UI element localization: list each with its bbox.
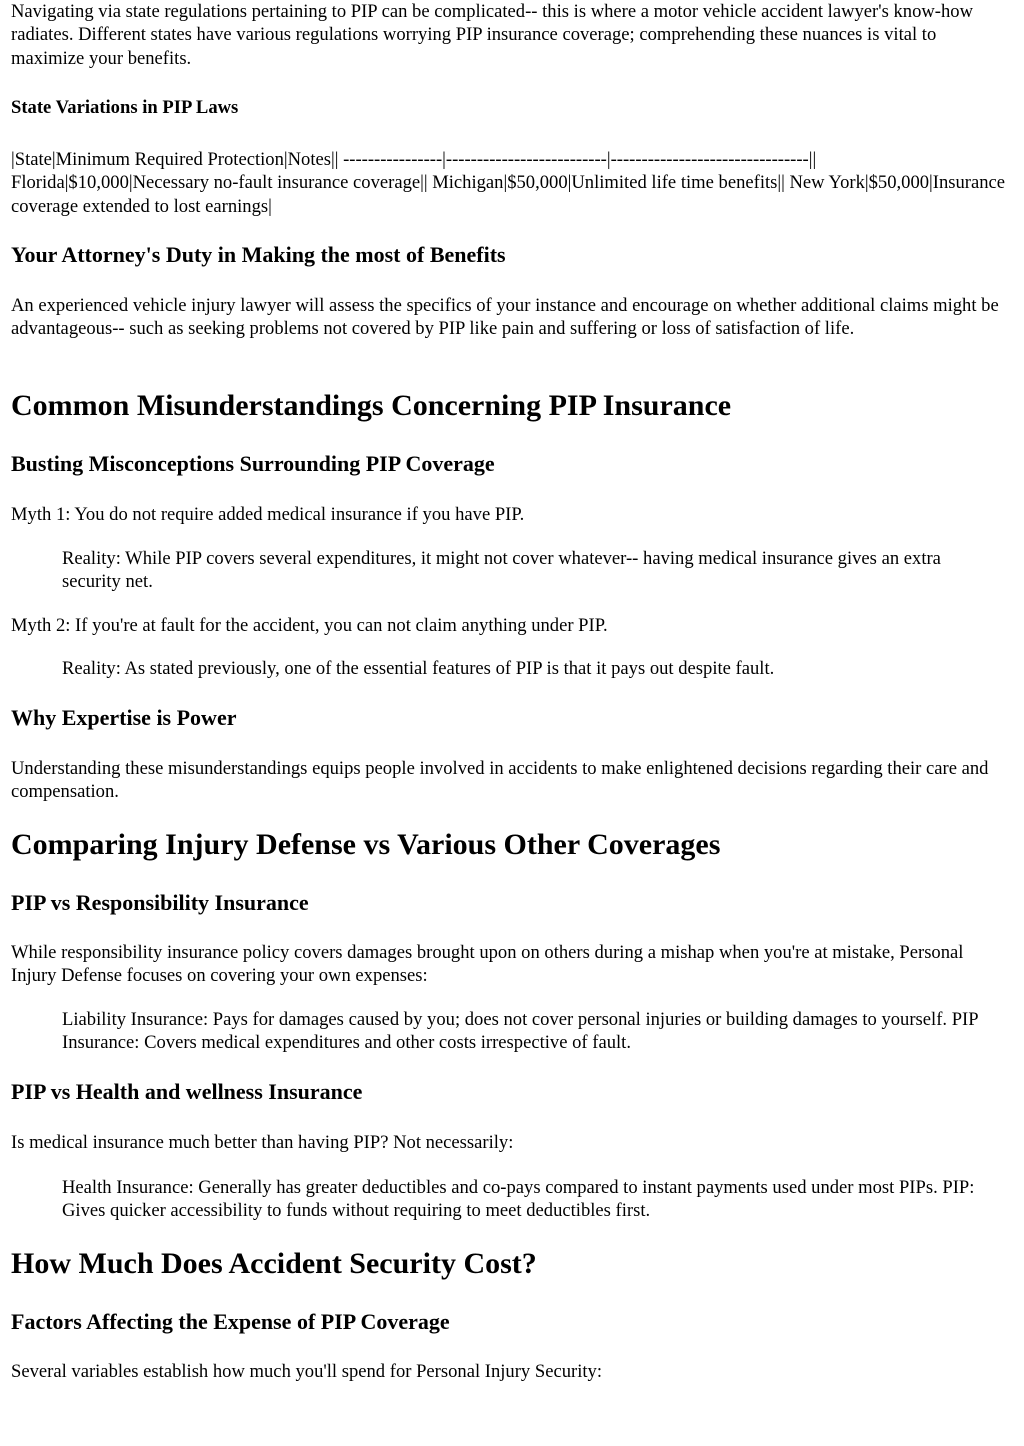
cost-factors-heading: Factors Affecting the Expense of PIP Coverage bbox=[11, 1309, 450, 1334]
pip-vs-responsibility-paragraph: While responsibility insurance policy covers damages brought upon on others during a mishap when you're at mistake, Personal Injury Defense focuses on covering your own expenses: bbox=[11, 942, 964, 987]
comparing-title: Comparing Injury Defense vs Various Other Coverages bbox=[11, 828, 721, 861]
state-variations-heading: State Variations in PIP Laws bbox=[11, 97, 239, 118]
myth-2: Myth 2: If you're at fault for the accident, you can not claim anything under PIP. bbox=[11, 615, 608, 636]
misunderstandings-title: Common Misunderstandings Concerning PIP Insurance bbox=[11, 389, 732, 422]
myth-1: Myth 1: You do not require added medical insurance if you have PIP. bbox=[11, 504, 525, 525]
pip-vs-health-heading: PIP vs Health and wellness Insurance bbox=[11, 1079, 363, 1104]
reality-1: Reality: While PIP covers several expenditures, it might not cover whatever-- having medical insurance gives an extra security net. bbox=[62, 548, 941, 593]
intro-paragraph: Navigating via state regulations pertaining to PIP can be complicated-- this is where a motor vehicle accident lawyer's know-how radiates. Different states have various regulations worrying PIP insurance coverage; comprehending these nuances is vital to maximize your benefits. bbox=[11, 1, 974, 69]
expertise-paragraph: Understanding these misunderstandings equips people involved in accidents to make enlightened decisions regarding their care and compensation. bbox=[11, 758, 989, 803]
pip-vs-health-paragraph: Is medical insurance much better than having PIP? Not necessarily: bbox=[11, 1132, 514, 1153]
attorney-duty-paragraph: An experienced vehicle injury lawyer will assess the specifics of your instance and encourage on whether additional claims might be advantageous-- such as seeking problems not covered by PIP like pain and suffering or loss of satisfaction of life. bbox=[11, 295, 999, 340]
cost-title: How Much Does Accident Security Cost? bbox=[11, 1247, 537, 1280]
expertise-heading: Why Expertise is Power bbox=[11, 705, 237, 730]
busting-myths-heading: Busting Misconceptions Surrounding PIP Coverage bbox=[11, 451, 495, 476]
pip-vs-responsibility-heading: PIP vs Responsibility Insurance bbox=[11, 890, 309, 915]
pip-vs-responsibility-quote: Liability Insurance: Pays for damages caused by you; does not cover personal injuries or building damages to yourself. PIP Insurance: Covers medical expenditures and other costs irrespective of fault. bbox=[62, 1009, 978, 1054]
reality-2: Reality: As stated previously, one of the essential features of PIP is that it pays out despite fault. bbox=[62, 658, 775, 679]
attorney-duty-heading: Your Attorney's Duty in Making the most of Benefits bbox=[11, 242, 506, 267]
state-variations-table-text: |State|Minimum Required Protection|Notes|| ----------------|--------------------------|--------------------------------|| Florida|$10,000|Necessary no-fault insurance coverage|| Michigan|$50,000|Unlimited life time benefits|| New York|$50,000|Insurance coverage extended to lost earnings| bbox=[11, 149, 1006, 217]
pip-vs-health-quote: Health Insurance: Generally has greater deductibles and co-pays compared to instant payments used under most PIPs. PIP: Gives quicker accessibility to funds without requiring to meet deductibles first. bbox=[62, 1177, 975, 1222]
cost-factors-paragraph: Several variables establish how much you'll spend for Personal Injury Security: bbox=[11, 1361, 602, 1382]
